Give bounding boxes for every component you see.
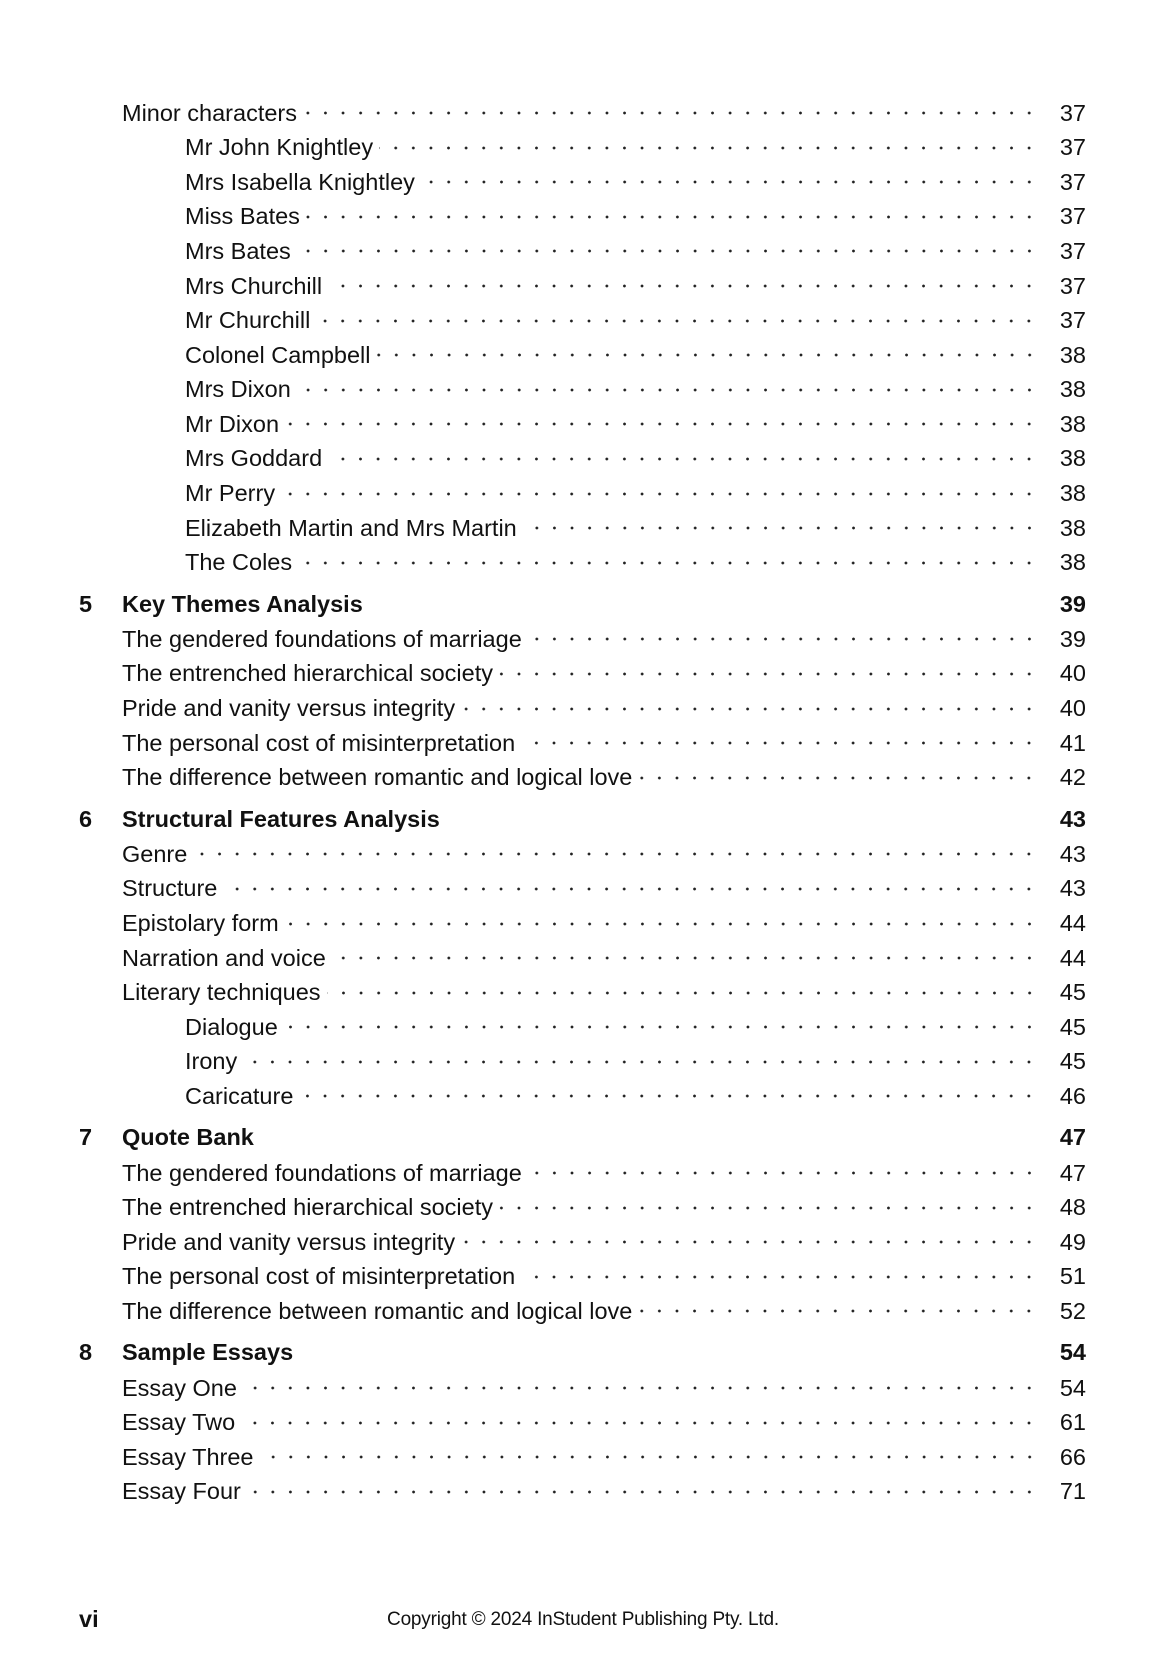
toc-page-number: 52: [1059, 1297, 1086, 1324]
toc-entry-body: [122, 912, 1086, 936]
toc-entry-body: [122, 1480, 1086, 1504]
toc-page-number: 54: [1059, 1374, 1086, 1401]
dot-leader: [421, 175, 1038, 189]
section-number: 6: [79, 805, 93, 832]
toc-entry[interactable]: [0, 976, 1166, 1011]
toc-page-number: 38: [1059, 376, 1086, 403]
dot-leader: [521, 736, 1038, 750]
toc-entry-body: [122, 729, 1086, 756]
dot-leader: [528, 632, 1038, 646]
toc-entry-body: [122, 1297, 1086, 1324]
toc-page-number: 46: [1059, 1082, 1086, 1109]
toc-entry-label: Mrs Isabella Knightley: [185, 168, 415, 195]
toc-entry-label: Essay Two: [122, 1409, 236, 1436]
toc-entry-body: [122, 877, 1086, 901]
dot-leader: [306, 210, 1038, 224]
toc-entry[interactable]: [0, 1045, 1166, 1080]
toc-entry[interactable]: [0, 761, 1166, 796]
dot-leader: [285, 417, 1038, 431]
toc-entry[interactable]: [0, 1475, 1166, 1510]
toc-entry-label: Caricature: [185, 1082, 294, 1109]
toc-page-number: 39: [1059, 590, 1086, 617]
dot-leader: [260, 1450, 1039, 1464]
toc-page-number: 54: [1059, 1339, 1086, 1366]
toc-entry[interactable]: [0, 692, 1166, 727]
copyright-notice: Copyright © 2024 InStudent Publishing Pty. Ltd.: [387, 1609, 779, 1630]
toc-page-number: 40: [1059, 695, 1086, 722]
toc-entry-label: The gendered foundations of marriage: [122, 1159, 522, 1186]
toc-page-number: 39: [1059, 625, 1086, 652]
dot-leader: [461, 1235, 1038, 1249]
toc-page-number: 71: [1059, 1478, 1086, 1505]
dot-leader: [223, 882, 1038, 896]
toc-entry[interactable]: [0, 1156, 1166, 1191]
dot-leader: [528, 1166, 1038, 1180]
dot-leader: [379, 141, 1038, 155]
dot-leader: [521, 1270, 1038, 1284]
toc-entry-label: Dialogue: [185, 1013, 278, 1040]
toc-page-number: 42: [1059, 764, 1086, 791]
toc-entry[interactable]: [0, 1191, 1166, 1226]
toc-entry-label: Mrs Bates: [185, 237, 291, 264]
toc-page-number: 38: [1059, 445, 1086, 472]
toc-entry[interactable]: [0, 1260, 1166, 1295]
toc-page-number: 37: [1059, 203, 1086, 230]
toc-entry-body: [122, 1374, 1086, 1401]
dot-leader: [638, 771, 1038, 785]
toc-entry-body: [122, 662, 1086, 686]
toc-page-number: 49: [1059, 1228, 1086, 1255]
toc-entry[interactable]: [0, 477, 1166, 512]
toc-page-number: 43: [1059, 840, 1086, 867]
toc-entry-label: Mr Dixon: [185, 410, 280, 437]
toc-entry-body: [185, 378, 1086, 402]
toc-entry-label: Literary techniques: [122, 979, 321, 1006]
toc-entry[interactable]: [0, 200, 1166, 235]
toc-page-number: 43: [1059, 875, 1086, 902]
dot-leader: [299, 1089, 1038, 1103]
toc-entry[interactable]: [0, 1371, 1166, 1406]
dot-leader: [523, 521, 1038, 535]
toc-section-heading[interactable]: [0, 1335, 1166, 1371]
dot-leader: [297, 383, 1038, 397]
toc-section-heading[interactable]: [0, 1120, 1166, 1156]
dot-leader: [297, 244, 1038, 258]
dot-leader: [247, 1485, 1038, 1499]
toc-entry-label: The Coles: [185, 549, 293, 576]
toc-entry-body: [122, 1341, 1086, 1365]
toc-entry-label: The personal cost of misinterpretation: [122, 729, 516, 756]
toc-entry-body: [185, 514, 1086, 541]
toc-page-number: 47: [1059, 1124, 1086, 1151]
toc-page-number: 38: [1059, 480, 1086, 507]
toc-entry-body: [185, 136, 1086, 160]
toc-page-number: 38: [1059, 341, 1086, 368]
toc-entry[interactable]: [0, 269, 1166, 304]
toc-entry-label: The personal cost of misinterpretation: [122, 1263, 516, 1290]
toc-entry[interactable]: [0, 657, 1166, 692]
dot-leader: [241, 1416, 1038, 1430]
section-number: 5: [79, 590, 93, 617]
toc-entry-label: Mr John Knightley: [185, 134, 374, 161]
toc-entry[interactable]: [0, 442, 1166, 477]
toc-page-number: 37: [1059, 168, 1086, 195]
toc-entry[interactable]: [0, 622, 1166, 657]
page-number: vi: [79, 1606, 99, 1632]
dot-leader: [638, 1304, 1038, 1318]
toc-entry[interactable]: [0, 165, 1166, 200]
toc-entry-label: Sample Essays: [122, 1339, 294, 1366]
toc-entry-label: Mr Churchill: [185, 307, 311, 334]
dot-leader: [281, 487, 1038, 501]
toc-entry-label: Essay Four: [122, 1478, 241, 1505]
toc-entry[interactable]: [0, 511, 1166, 546]
toc-entry-body: [122, 1228, 1086, 1255]
toc-entry-body: [185, 341, 1086, 368]
dot-leader: [316, 314, 1038, 328]
toc-page-number: 47: [1059, 1159, 1086, 1186]
toc-entry[interactable]: [0, 304, 1166, 339]
toc-page-number: 41: [1059, 729, 1086, 756]
toc-page-number: 40: [1059, 660, 1086, 687]
toc-entry-label: Structural Features Analysis: [122, 805, 440, 832]
toc-entry-body: [185, 1013, 1086, 1040]
toc-entry[interactable]: [0, 338, 1166, 373]
section-number: 8: [79, 1339, 93, 1366]
dot-leader: [328, 279, 1038, 293]
toc-entry-body: [122, 944, 1086, 971]
toc-entry-body: [122, 1265, 1086, 1289]
toc-entry-label: The entrenched hierarchical society: [122, 1194, 493, 1221]
toc-entry-body: [122, 99, 1086, 126]
toc-page-number: 37: [1059, 307, 1086, 334]
toc-entry-label: Mrs Goddard: [185, 445, 323, 472]
toc-entry-body: [185, 237, 1086, 264]
toc-entry[interactable]: [0, 1225, 1166, 1260]
dot-leader: [499, 667, 1038, 681]
toc-page-number: 38: [1059, 514, 1086, 541]
toc-entry-label: Essay Three: [122, 1443, 254, 1470]
toc-page-number: 37: [1059, 99, 1086, 126]
toc-entry-body: [122, 1411, 1086, 1435]
dot-leader: [298, 556, 1038, 570]
toc-entry[interactable]: [0, 1440, 1166, 1475]
section-number: 7: [79, 1124, 93, 1151]
toc-entry-label: Key Themes Analysis: [122, 590, 363, 617]
toc-entry-body: [122, 697, 1086, 721]
toc-entry[interactable]: [0, 872, 1166, 907]
toc-page-number: 61: [1059, 1409, 1086, 1436]
toc-page-number: 38: [1059, 410, 1086, 437]
toc-entry-label: Mrs Churchill: [185, 272, 323, 299]
toc-entry[interactable]: [0, 131, 1166, 166]
dot-leader: [377, 348, 1039, 362]
toc-entry[interactable]: [0, 96, 1166, 131]
dot-leader: [328, 452, 1038, 466]
toc-entry[interactable]: [0, 234, 1166, 269]
toc-entry[interactable]: [0, 906, 1166, 941]
toc-entry-body: [185, 168, 1086, 195]
toc-entry-body: [122, 766, 1086, 790]
toc-entry-label: Pride and vanity versus integrity: [122, 1228, 456, 1255]
dot-leader: [499, 1201, 1038, 1215]
toc-page-number: 51: [1059, 1263, 1086, 1290]
toc-page-number: 43: [1059, 805, 1086, 832]
toc-page-number: 37: [1059, 237, 1086, 264]
toc-entry-label: Genre: [122, 840, 188, 867]
dot-leader: [243, 1381, 1038, 1395]
toc-entry-label: Minor characters: [122, 99, 297, 126]
toc-entry-body: [122, 1126, 1086, 1150]
toc-entry-label: Miss Bates: [185, 203, 300, 230]
dot-leader: [327, 986, 1038, 1000]
dot-leader: [332, 951, 1038, 965]
toc-entry[interactable]: [0, 373, 1166, 408]
toc-entry-label: Irony: [185, 1048, 238, 1075]
toc-section-heading[interactable]: [0, 586, 1166, 622]
toc-entry[interactable]: [0, 1406, 1166, 1441]
toc-entry-body: [185, 1050, 1086, 1074]
toc-page-number: 38: [1059, 549, 1086, 576]
toc-page-number: 44: [1059, 910, 1086, 937]
toc-entry-body: [122, 840, 1086, 867]
toc-entry[interactable]: [0, 837, 1166, 872]
toc-entry-body: [185, 205, 1086, 229]
toc-entry-body: [122, 805, 1086, 832]
toc-page-number: 44: [1059, 944, 1086, 971]
toc-entry-body: [185, 272, 1086, 299]
toc-entry[interactable]: [0, 1294, 1166, 1329]
toc-entry-label: Elizabeth Martin and Mrs Martin: [185, 514, 517, 541]
dot-leader: [461, 702, 1038, 716]
toc-entry-body: [122, 1159, 1086, 1186]
toc-entry-label: The entrenched hierarchical society: [122, 660, 493, 687]
toc-page-number: 45: [1059, 979, 1086, 1006]
toc-entry[interactable]: [0, 726, 1166, 761]
toc-entry[interactable]: [0, 1010, 1166, 1045]
dot-leader: [284, 1020, 1038, 1034]
toc-page-number: 66: [1059, 1443, 1086, 1470]
toc-entry-label: Narration and voice: [122, 944, 326, 971]
toc-entry-label: Structure: [122, 875, 218, 902]
toc-entry-body: [122, 590, 1086, 617]
dot-leader: [303, 106, 1038, 120]
toc-section-heading[interactable]: [0, 801, 1166, 837]
toc-page-number: 37: [1059, 134, 1086, 161]
toc-entry-body: [185, 410, 1086, 437]
toc-entry-label: Mrs Dixon: [185, 376, 291, 403]
table-of-contents: [0, 96, 1166, 1509]
toc-entry-label: Colonel Campbell: [185, 341, 371, 368]
toc-entry-body: [122, 1196, 1086, 1220]
toc-entry-label: Mr Perry: [185, 480, 276, 507]
toc-entry-body: [122, 625, 1086, 652]
toc-entry-body: [122, 981, 1086, 1005]
toc-entry-body: [185, 1082, 1086, 1109]
toc-entry[interactable]: [0, 407, 1166, 442]
toc-entry-label: The difference between romantic and logical love: [122, 764, 633, 791]
toc-entry-label: Pride and vanity versus integrity: [122, 695, 456, 722]
toc-entry-body: [185, 482, 1086, 506]
toc-entry-label: Quote Bank: [122, 1124, 254, 1151]
toc-page-number: 37: [1059, 272, 1086, 299]
dot-leader: [243, 1055, 1038, 1069]
toc-page-number: 48: [1059, 1194, 1086, 1221]
toc-entry[interactable]: [0, 941, 1166, 976]
toc-entry-label: The gendered foundations of marriage: [122, 625, 522, 652]
toc-entry-body: [185, 551, 1086, 575]
toc-entry-label: Essay One: [122, 1374, 237, 1401]
toc-entry[interactable]: [0, 546, 1166, 581]
toc-entry[interactable]: [0, 1079, 1166, 1114]
toc-entry-body: [122, 1443, 1086, 1470]
toc-entry-body: [185, 447, 1086, 471]
toc-page-number: 45: [1059, 1013, 1086, 1040]
toc-page-number: 45: [1059, 1048, 1086, 1075]
toc-entry-body: [185, 309, 1086, 333]
toc-entry-label: The difference between romantic and logical love: [122, 1297, 633, 1324]
dot-leader: [285, 917, 1038, 931]
dot-leader: [193, 847, 1038, 861]
toc-entry-label: Epistolary form: [122, 910, 279, 937]
